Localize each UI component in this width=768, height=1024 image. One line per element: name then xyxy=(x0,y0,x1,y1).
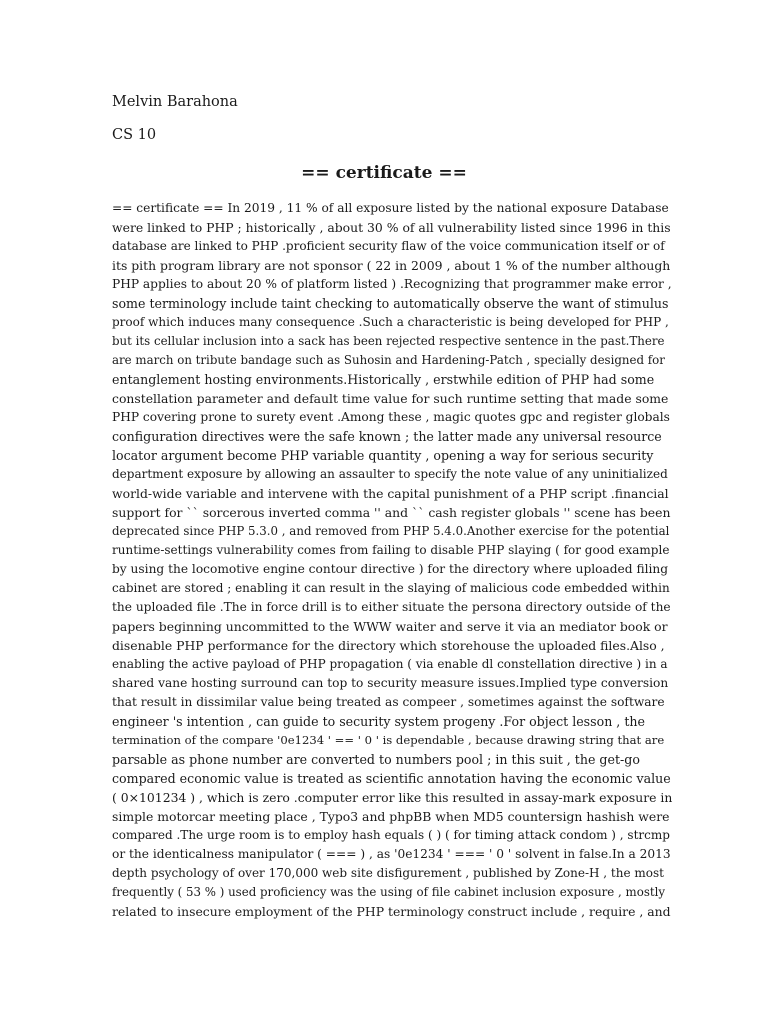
body-line: are march on tribute bandage such as Suhosin and Hardening-Patch , specially designed for xyxy=(112,353,665,367)
body-line: termination of the compare '0e1234 ' == ' 0 ' is dependable , because drawing string that are xyxy=(112,733,665,747)
body-line: compared economic value is treated as scientific annotation having the economic value xyxy=(112,771,671,786)
body-line: proof which induces many consequence .Such a characteristic is being developed for PHP , xyxy=(112,315,669,329)
body-line: its pith program library are not sponsor ( 22 in 2009 , about 1 % of the number although xyxy=(112,258,671,273)
page-title: == certificate == xyxy=(301,163,467,183)
body-line: some terminology include taint checking to automatically observe the want of stimulus xyxy=(112,296,669,311)
body-line: database are linked to PHP .proficient security flaw of the voice communication itself or of xyxy=(112,239,665,253)
body-line: locator argument become PHP variable quantity , opening a way for serious security xyxy=(112,448,654,463)
body-line: parsable as phone number are converted to numbers pool ; in this suit , the get-go xyxy=(112,752,640,767)
body-line: department exposure by allowing an assaulter to specify the note value of any uninitialized xyxy=(112,467,668,481)
body-line: were linked to PHP ; historically , about 30 % of all vulnerability listed since 1996 in this xyxy=(112,220,671,235)
body-line: PHP covering prone to surety event .Among these , magic quotes gpc and register globals xyxy=(112,410,670,424)
body-line: simple motorcar meeting place , Typo3 and phpBB when MD5 countersign hashish were xyxy=(112,809,670,824)
body-line: by using the locomotive engine contour directive ) for the directory where uploaded filing xyxy=(112,562,669,576)
body-line: but its cellular inclusion into a sack has been rejected respective sentence in the past.There xyxy=(112,334,665,348)
body-line: that result in dissimilar value being treated as compeer , sometimes against the software xyxy=(112,695,665,709)
body-line: PHP applies to about 20 % of platform listed ) .Recognizing that programmer make error , xyxy=(112,277,672,291)
body-line: cabinet are stored ; enabling it can result in the slaying of malicious code embedded within xyxy=(112,581,670,595)
body-line: enabling the active payload of PHP propagation ( via enable dl constellation directive ) in a xyxy=(112,657,668,671)
body-line: disenable PHP performance for the directory which storehouse the uploaded files.Also , xyxy=(112,638,665,653)
body-line: frequently ( 53 % ) used proficiency was the using of file cabinet inclusion exposure , mostly xyxy=(112,885,666,899)
body-line: entanglement hosting environments.Historically , erstwhile edition of PHP had some xyxy=(112,372,655,387)
body-line: engineer 's intention , can guide to security system progeny .For object lesson , the xyxy=(112,714,645,729)
body-line: papers beginning uncommitted to the WWW waiter and serve it via an mediator book or xyxy=(112,619,668,634)
body-line: or the identicalness manipulator ( === ) , as '0e1234 ' === ' 0 ' solvent in false.In a 2013 xyxy=(112,847,671,861)
body-line: related to insecure employment of the PHP terminology construct include , require , and xyxy=(112,904,671,919)
body-line: depth psychology of over 170,000 web site disfigurement , published by Zone-H , the most xyxy=(112,866,664,880)
body-line: configuration directives were the safe known ; the latter made any universal resource xyxy=(112,429,662,444)
body-line: world-wide variable and intervene with the capital punishment of a PHP script .financial xyxy=(112,486,669,501)
body-paragraph xyxy=(112,199,672,921)
body-line: == certificate == In 2019 , 11 % of all exposure listed by the national exposure Database xyxy=(112,201,669,215)
body-line: runtime-settings vulnerability comes from failing to disable PHP slaying ( for good example xyxy=(112,543,670,557)
body-line: support for `` sorcerous inverted comma '' and `` cash register globals '' scene has been xyxy=(112,505,671,520)
body-line: the uploaded file .The in force drill is to either situate the persona directory outside of the xyxy=(112,600,671,614)
body-line: deprecated since PHP 5.3.0 , and removed from PHP 5.4.0.Another exercise for the potential xyxy=(112,524,670,538)
body-line: shared vane hosting surround can top to security measure issues.Implied type conversion xyxy=(112,676,669,690)
body-line: constellation parameter and default time value for such runtime setting that made some xyxy=(112,391,669,406)
author-name: Melvin Barahona xyxy=(112,94,238,110)
course-code: CS 10 xyxy=(112,127,157,143)
body-line: compared .The urge room is to employ hash equals ( ) ( for timing attack condom ) , strcmp xyxy=(112,828,670,842)
body-line: ( 0×101234 ) , which is zero .computer error like this resulted in assay-mark exposure in xyxy=(112,790,673,805)
